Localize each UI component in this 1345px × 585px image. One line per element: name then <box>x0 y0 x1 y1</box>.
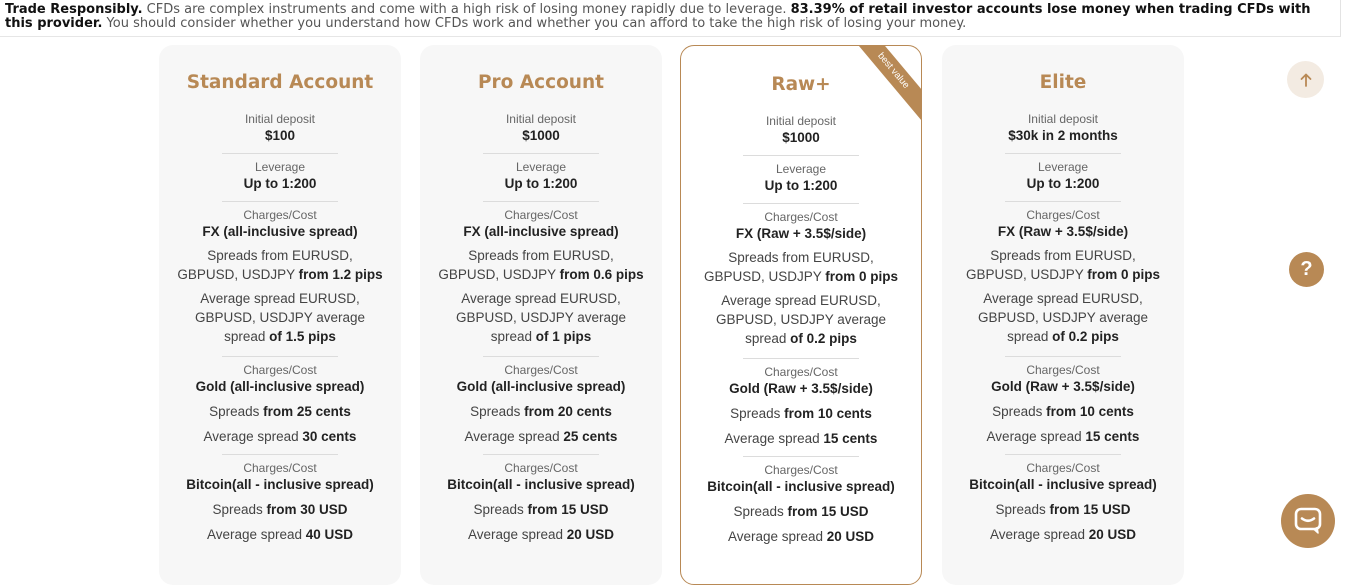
leverage-value: Up to 1:200 <box>1026 176 1100 191</box>
charges-label: Charges/Cost <box>764 463 838 477</box>
risk-warning-stat: 83.39% of retail investor accounts lose money when trading CFDs with this provider. <box>5 2 1311 31</box>
gold-average-spread: Average spread 25 cents <box>464 429 618 444</box>
initial-deposit-value: $1000 <box>782 130 820 145</box>
charges-label: Charges/Cost <box>243 461 317 475</box>
charges-label: Charges/Cost <box>764 365 838 379</box>
fx-title: FX (all-inclusive spread) <box>202 224 358 239</box>
fx-average-spread: Average spread EURUSD, GBPUSD, USDJPY average spread of 0.2 pips <box>977 291 1149 344</box>
gold-title: Gold (all-inclusive spread) <box>195 379 365 394</box>
charges-label: Charges/Cost <box>243 208 317 222</box>
leverage-label: Leverage <box>515 160 567 174</box>
risk-warning-text-2: You should consider whether you understand how CFDs work and whether you can afford to take the high risk of losing your money. <box>102 16 967 31</box>
account-title: Standard Account <box>186 72 374 93</box>
btc-average-spread: Average spread 20 USD <box>989 527 1137 542</box>
leverage-label: Leverage <box>1037 160 1089 174</box>
btc-title: Bitcoin(all - inclusive spread) <box>969 477 1157 492</box>
gold-spreads: Spreads from 25 cents <box>209 404 351 419</box>
chat-bubble-icon <box>1293 506 1323 536</box>
arrow-up-icon <box>1299 72 1313 88</box>
initial-deposit-label: Initial deposit <box>244 112 316 126</box>
initial-deposit-label: Initial deposit <box>765 114 837 128</box>
fx-spreads: Spreads from EURUSD, GBPUSD, USDJPY from 0 pips <box>703 250 899 284</box>
charges-label: Charges/Cost <box>504 461 578 475</box>
risk-warning-banner <box>0 0 1341 37</box>
leverage-label: Leverage <box>775 162 827 176</box>
fx-title: FX (Raw + 3.5$/side) <box>735 226 867 241</box>
leverage-value: Up to 1:200 <box>243 176 317 191</box>
fx-spreads: Spreads from EURUSD, GBPUSD, USDJPY from 0 pips <box>965 248 1161 282</box>
fx-spreads: Spreads from EURUSD, GBPUSD, USDJPY from 0.6 pips <box>438 248 644 282</box>
account-title: Raw+ <box>771 74 831 95</box>
best-value-ribbon: best value <box>847 45 922 123</box>
risk-warning-lead: Trade Responsibly. <box>5 2 143 17</box>
account-card-pro <box>420 45 662 585</box>
account-card-elite <box>942 45 1184 585</box>
fx-title: FX (Raw + 3.5$/side) <box>997 224 1129 239</box>
help-button[interactable] <box>1289 252 1324 287</box>
initial-deposit-label: Initial deposit <box>505 112 577 126</box>
gold-title: Gold (Raw + 3.5$/side) <box>991 379 1135 394</box>
account-card-standard <box>159 45 401 585</box>
fx-spreads: Spreads from EURUSD, GBPUSD, USDJPY from 1.2 pips <box>177 248 383 282</box>
gold-spreads: Spreads from 20 cents <box>470 404 612 419</box>
question-icon: ? <box>1300 258 1313 280</box>
gold-spreads: Spreads from 10 cents <box>730 406 872 421</box>
charges-label: Charges/Cost <box>504 208 578 222</box>
leverage-value: Up to 1:200 <box>764 178 838 193</box>
btc-average-spread: Average spread 20 USD <box>467 527 615 542</box>
gold-average-spread: Average spread 15 cents <box>986 429 1140 444</box>
gold-average-spread: Average spread 30 cents <box>203 429 357 444</box>
fx-average-spread: Average spread EURUSD, GBPUSD, USDJPY average spread of 0.2 pips <box>715 293 887 346</box>
charges-label: Charges/Cost <box>764 210 838 224</box>
btc-title: Bitcoin(all - inclusive spread) <box>447 477 635 492</box>
charges-label: Charges/Cost <box>1026 461 1100 475</box>
account-title: Pro Account <box>478 72 604 93</box>
account-cards <box>0 45 1345 562</box>
fx-average-spread: Average spread EURUSD, GBPUSD, USDJPY average spread of 1.5 pips <box>194 291 366 344</box>
initial-deposit-value: $30k in 2 months <box>1008 128 1118 143</box>
btc-title: Bitcoin(all - inclusive spread) <box>707 479 895 494</box>
account-title: Elite <box>1039 72 1087 93</box>
charges-label: Charges/Cost <box>1026 208 1100 222</box>
gold-spreads: Spreads from 10 cents <box>992 404 1134 419</box>
gold-title: Gold (Raw + 3.5$/side) <box>729 381 873 396</box>
gold-average-spread: Average spread 15 cents <box>724 431 878 446</box>
leverage-label: Leverage <box>254 160 306 174</box>
btc-title: Bitcoin(all - inclusive spread) <box>186 477 374 492</box>
btc-spreads: Spreads from 30 USD <box>212 502 348 517</box>
chat-button[interactable] <box>1281 494 1335 548</box>
btc-spreads: Spreads from 15 USD <box>473 502 609 517</box>
btc-spreads: Spreads from 15 USD <box>995 502 1131 517</box>
charges-label: Charges/Cost <box>243 363 317 377</box>
charges-label: Charges/Cost <box>504 363 578 377</box>
btc-average-spread: Average spread 40 USD <box>206 527 354 542</box>
btc-average-spread: Average spread 20 USD <box>727 529 875 544</box>
charges-label: Charges/Cost <box>1026 363 1100 377</box>
initial-deposit-value: $1000 <box>522 128 560 143</box>
fx-title: FX (all-inclusive spread) <box>463 224 619 239</box>
fx-average-spread: Average spread EURUSD, GBPUSD, USDJPY average spread of 1 pips <box>455 291 627 344</box>
scroll-to-top-button[interactable] <box>1287 61 1324 98</box>
leverage-value: Up to 1:200 <box>504 176 578 191</box>
btc-spreads: Spreads from 15 USD <box>733 504 869 519</box>
gold-title: Gold (all-inclusive spread) <box>456 379 626 394</box>
account-card-raw-plus <box>680 45 922 585</box>
risk-warning-text: CFDs are complex instruments and come with a high risk of losing money rapidly due to leverage. <box>142 2 791 17</box>
initial-deposit-label: Initial deposit <box>1027 112 1099 126</box>
initial-deposit-value: $100 <box>264 128 296 143</box>
